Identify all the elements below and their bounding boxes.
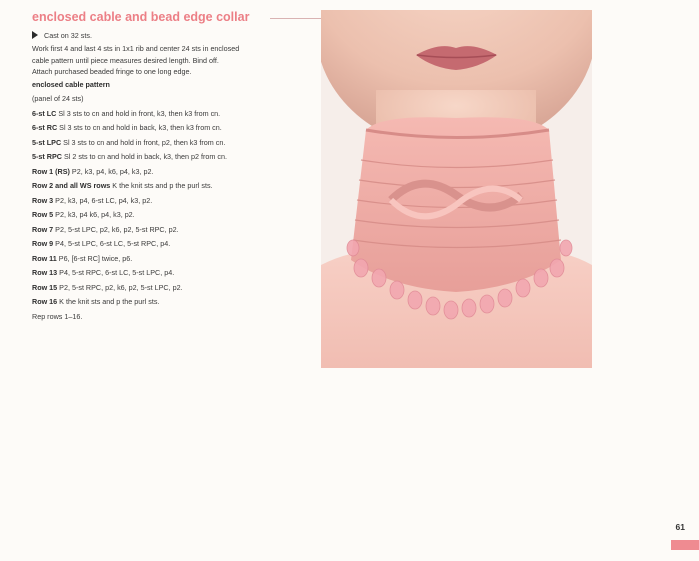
intro-paragraph xyxy=(32,43,318,78)
intro-line: Work first 4 and last 4 sts in 1x1 rib and center 24 sts in enclosed xyxy=(32,44,240,53)
instruction-row: 5-st LPC Sl 3 sts to cn and hold in front, p2, then k3 from cn. xyxy=(32,137,226,147)
instruction-row: Row 15 P2, 5-st RPC, p2, k6, p2, 5-st LPC, p2. xyxy=(32,282,183,292)
instruction-row: 6-st RC Sl 3 sts to cn and hold in back, k3, then k3 from cn. xyxy=(32,123,222,132)
cast-on-text: Cast on 32 sts. xyxy=(44,31,92,40)
instruction-row: Row 16 K the knit sts and p the purl sts. xyxy=(32,297,160,306)
collar-photo-illustration xyxy=(321,10,592,368)
intro-line: Attach purchased beaded fringe to one long edge. xyxy=(32,67,192,76)
instruction-row: Row 13 P4, 5-st RPC, 6-st LC, 5-st LPC, p4. xyxy=(32,268,175,277)
page-tab-marker xyxy=(671,540,699,550)
instruction-row: Row 5 P2, k3, p4 k6, p4, k3, p2. xyxy=(32,210,135,219)
instruction-row: Row 7 P2, 5-st LPC, p2, k6, p2, 5-st RPC, p2. xyxy=(32,224,179,234)
cast-on-line xyxy=(32,30,318,41)
collar-photo xyxy=(321,10,592,368)
instruction-row: 6-st LC Sl 3 sts to cn and hold in front, k3, then k3 from cn. xyxy=(32,108,221,118)
pattern-instructions xyxy=(32,78,318,325)
pattern-text-column xyxy=(32,8,318,324)
intro-line: cable pattern until piece measures desired length. Bind off. xyxy=(32,55,219,65)
pattern-heading: enclosed cable pattern xyxy=(32,79,110,89)
instruction-row: Row 1 (RS) P2, k3, p4, k6, p4, k3, p2. xyxy=(32,166,154,176)
instruction-row: Row 11 P6, [6-st RC] twice, p6. xyxy=(32,253,133,263)
bullet-triangle-icon xyxy=(32,31,38,39)
page-number: 61 xyxy=(675,522,685,532)
instruction-row: Rep rows 1–16. xyxy=(32,311,83,321)
instruction-row: Row 3 P2, k3, p4, 6-st LC, p4, k3, p2. xyxy=(32,195,153,205)
pattern-subheading: (panel of 24 sts) xyxy=(32,94,84,103)
page-title: enclosed cable and bead edge collar xyxy=(32,10,250,24)
title-row xyxy=(32,8,318,28)
instruction-row: 5-st RPC Sl 2 sts to cn and hold in back, k3, then p2 from cn. xyxy=(32,152,227,161)
instruction-row: Row 9 P4, 5-st LPC, 6-st LC, 5-st RPC, p4. xyxy=(32,239,171,248)
instruction-row: Row 2 and all WS rows K the knit sts and p the purl sts. xyxy=(32,181,213,190)
